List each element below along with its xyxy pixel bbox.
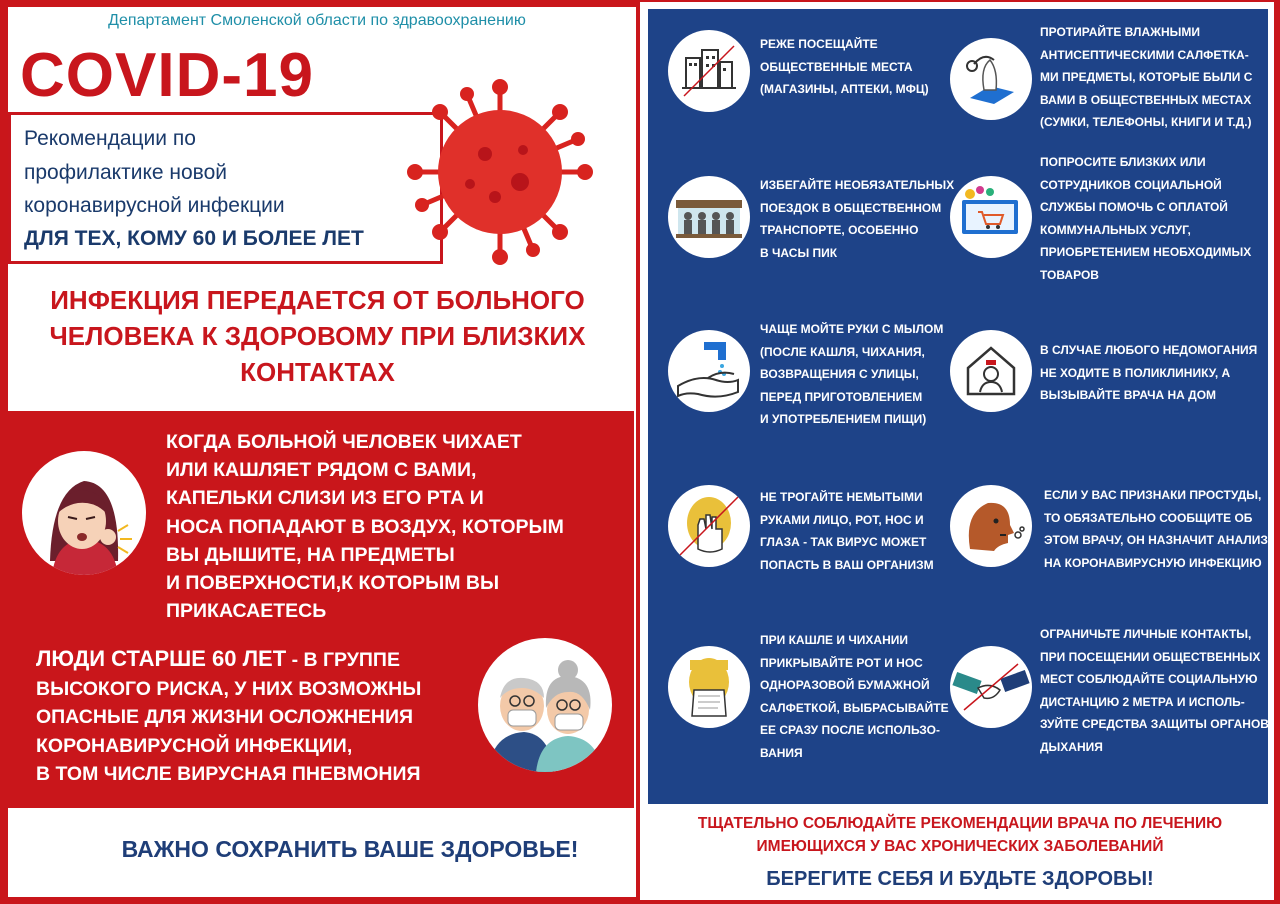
tip-line: ЭТОМ ВРАЧУ, ОН НАЗНАЧИТ АНАЛИЗ: [1044, 533, 1268, 547]
tip-line: В ЧАСЫ ПИК: [760, 245, 838, 260]
elderly-risk-line: КОРОНАВИРУСНОЙ ИНФЕКЦИИ,: [36, 734, 353, 757]
recommendations-line: коронавирусной инфекции: [24, 194, 285, 217]
elderly-risk-text: [36, 645, 481, 789]
elderly-risk-line: - В ГРУППЕ: [286, 649, 400, 671]
tip-line: ОБЩЕСТВЕННЫЕ МЕСТА: [760, 59, 913, 74]
tip-line: ПРИ ПОСЕЩЕНИИ ОБЩЕСТВЕННЫХ: [1040, 649, 1261, 664]
chronic-line: ТЩАТЕЛЬНО СОБЛЮДАЙТЕ РЕКОМЕНДАЦИИ ВРАЧА ПО ЛЕЧЕНИЮ: [697, 815, 1223, 832]
sneeze-line: ВЫ ДЫШИТЕ, НА ПРЕДМЕТЫ: [166, 543, 455, 566]
infection-line: КОНТАКТАХ: [240, 357, 395, 387]
sneeze-line: ПРИКАСАЕТЕСЬ: [166, 600, 327, 623]
sneezing-woman-icon: [22, 451, 146, 575]
tip-social-help: [1040, 151, 1251, 286]
cold-symptoms-icon: [950, 485, 1032, 567]
dont-touch-face-icon: [668, 485, 750, 567]
elderly-risk-line: ОПАСНЫЕ ДЛЯ ЖИЗНИ ОСЛОЖНЕНИЯ: [36, 706, 414, 728]
tip-line: САЛФЕТКОЙ, ВЫБРАСЫВАЙТЕ: [760, 700, 949, 715]
sneeze-line: КОГДА БОЛЬНОЙ ЧЕЛОВЕК ЧИХАЕТ: [166, 431, 522, 453]
tip-line: НЕ ТРОГАЙТЕ НЕМЫТЫМИ: [760, 490, 923, 504]
sneeze-line: И ПОВЕРХНОСТИ,К КОТОРЫМ ВЫ: [166, 572, 500, 595]
tip-line: ВАНИЯ: [760, 745, 803, 760]
public-transport-icon: [668, 176, 750, 258]
tip-cold-symptoms: [1044, 484, 1268, 574]
tip-line: ОГРАНИЧЬТЕ ЛИЧНЫЕ КОНТАКТЫ,: [1040, 627, 1252, 641]
tip-line: ДИСТАНЦИЮ 2 МЕТРА И ИСПОЛЬ-: [1040, 694, 1245, 709]
department-name: Департамент Смоленской области по здравоохранению: [108, 12, 526, 29]
elderly-risk-lead: ЛЮДИ СТАРШЕ 60 ЛЕТ: [36, 646, 287, 671]
tip-line: МИ ПРЕДМЕТЫ, КОТОРЫЕ БЫЛИ С: [1040, 70, 1253, 84]
public-places-icon: [668, 30, 750, 112]
chronic-disease-advice: [650, 812, 1270, 858]
elderly-couple-icon: [478, 638, 612, 772]
tip-hand-washing: [760, 318, 943, 431]
tip-line: ЧАЩЕ МОЙТЕ РУКИ С МЫЛОМ: [760, 322, 944, 336]
sneeze-line: ИЛИ КАШЛЯЕТ РЯДОМ С ВАМИ,: [166, 459, 477, 482]
infection-warning: [20, 282, 615, 390]
tip-line: ДЫХАНИЯ: [1040, 739, 1103, 754]
tip-line: И УПОТРЕБЛЕНИЕМ ПИЩИ): [760, 412, 927, 426]
sneeze-line: НОСА ПОПАДАЮТ В ВОЗДУХ, КОТОРЫМ: [166, 515, 564, 538]
tip-social-distance: [1040, 623, 1269, 758]
tip-line: В СЛУЧАЕ ЛЮБОГО НЕДОМОГАНИЯ: [1040, 343, 1258, 357]
tip-line: ТОВАРОВ: [1040, 267, 1099, 282]
elderly-risk-line: ВЫСОКОГО РИСКА, У НИХ ВОЗМОЖНЫ: [36, 677, 422, 700]
elderly-risk-line: В ТОМ ЧИСЛЕ ВИРУСНАЯ ПНЕВМОНИЯ: [36, 763, 421, 785]
tip-public-transport: [760, 174, 954, 264]
tip-line: НЕ ХОДИТЕ В ПОЛИКЛИНИКУ, А: [1040, 365, 1231, 380]
tip-line: ГЛАЗА - ТАК ВИРУС МОЖЕТ: [760, 535, 927, 549]
tip-line: (МАГАЗИНЫ, АПТЕКИ, МФЦ): [760, 82, 929, 96]
tip-line: ПЕРЕД ПРИГОТОВЛЕНИЕМ: [760, 389, 923, 404]
covid-title: COVID-19: [20, 41, 314, 110]
infection-line: ИНФЕКЦИЯ ПЕРЕДАЕТСЯ ОТ БОЛЬНОГО: [50, 285, 585, 315]
chronic-line: ИМЕЮЩИХСЯ У ВАС ХРОНИЧЕСКИХ ЗАБОЛЕВАНИЙ: [756, 838, 1164, 855]
tip-line: РЕЖЕ ПОСЕЩАЙТЕ: [760, 37, 878, 51]
tip-line: ВОЗВРАЩЕНИЯ С УЛИЦЫ,: [760, 367, 919, 381]
tip-line: РУКАМИ ЛИЦО, РОТ, НОС И: [760, 512, 924, 527]
tip-line: ПОПАСТЬ В ВАШ ОРГАНИЗМ: [760, 557, 934, 572]
doctor-home-visit-icon: [950, 330, 1032, 412]
tip-line: ЗУЙТЕ СРЕДСТВА ЗАЩИТЫ ОРГАНОВ: [1040, 717, 1269, 731]
tip-line: НА КОРОНАВИРУСНУЮ ИНФЕКЦИЮ: [1044, 555, 1262, 570]
tip-line: СОТРУДНИКОВ СОЦИАЛЬНОЙ: [1040, 177, 1222, 192]
tip-line: ВАМИ В ОБЩЕСТВЕННЫХ МЕСТАХ: [1040, 92, 1252, 107]
sneeze-explanation: [166, 428, 621, 625]
tip-line: ПРИОБРЕТЕНИЕМ НЕОБХОДИМЫХ: [1040, 245, 1252, 259]
tip-line: ИЗБЕГАЙТЕ НЕОБЯЗАТЕЛЬНЫХ: [760, 178, 955, 192]
recommendations-line: Рекомендации по: [24, 127, 196, 150]
tip-line: МЕСТ СОБЛЮДАЙТЕ СОЦИАЛЬНУЮ: [1040, 672, 1258, 686]
tip-antiseptic-wipes: [1040, 21, 1252, 134]
tip-line: ТО ОБЯЗАТЕЛЬНО СООБЩИТЕ ОБ: [1044, 510, 1253, 525]
tip-line: ЕСЛИ У ВАС ПРИЗНАКИ ПРОСТУДЫ,: [1044, 488, 1262, 502]
tip-line: ПРОТИРАЙТЕ ВЛАЖНЫМИ: [1040, 25, 1201, 39]
tip-line: СЛУЖБЫ ПОМОЧЬ С ОПЛАТОЙ: [1040, 200, 1228, 214]
tip-line: КОММУНАЛЬНЫХ УСЛУГ,: [1040, 222, 1191, 237]
tip-doctor-home: [1040, 339, 1257, 407]
tip-line: ЕЕ СРАЗУ ПОСЛЕ ИСПОЛЬЗО-: [760, 723, 940, 737]
closing-slogan: БЕРЕГИТЕ СЕБЯ И БУДЬТЕ ЗДОРОВЫ!: [766, 868, 1154, 890]
no-handshake-icon: [950, 646, 1032, 728]
tip-line: ВЫЗЫВАЙТЕ ВРАЧА НА ДОМ: [1040, 388, 1217, 402]
tip-line: (ПОСЛЕ КАШЛЯ, ЧИХАНИЯ,: [760, 344, 925, 359]
infection-line: ЧЕЛОВЕКА К ЗДОРОВОМУ ПРИ БЛИЗКИХ: [49, 321, 586, 351]
tip-public-places: [760, 33, 929, 101]
tip-line: (СУМКИ, ТЕЛЕФОНЫ, КНИГИ И Т.Д.): [1040, 115, 1252, 129]
tip-line: ТРАНСПОРТЕ, ОСОБЕННО: [760, 223, 919, 237]
hand-washing-icon: [668, 330, 750, 412]
target-age-line: ДЛЯ ТЕХ, КОМУ 60 И БОЛЕЕ ЛЕТ: [24, 227, 364, 250]
tip-dont-touch-face: [760, 486, 934, 576]
antiseptic-wipes-icon: [950, 38, 1032, 120]
tip-line: АНТИСЕПТИЧЕСКИМИ САЛФЕТКА-: [1040, 47, 1249, 62]
tip-line: ПОПРОСИТЕ БЛИЗКИХ ИЛИ: [1040, 155, 1206, 169]
virus-icon: [395, 72, 605, 272]
recommendations-line: профилактике новой: [24, 161, 227, 184]
online-shopping-icon: [950, 176, 1032, 258]
cover-cough-icon: [668, 646, 750, 728]
tip-cover-cough: [760, 629, 949, 764]
sneeze-line: КАПЕЛЬКИ СЛИЗИ ИЗ ЕГО РТА И: [166, 487, 484, 510]
tip-line: ПРИКРЫВАЙТЕ РОТ И НОС: [760, 655, 923, 670]
tip-line: ПОЕЗДОК В ОБЩЕСТВЕННОМ: [760, 200, 942, 215]
health-slogan: ВАЖНО СОХРАНИТЬ ВАШЕ ЗДОРОВЬЕ!: [121, 836, 579, 862]
tip-line: ОДНОРАЗОВОЙ БУМАЖНОЙ: [760, 678, 930, 692]
tip-line: ПРИ КАШЛЕ И ЧИХАНИИ: [760, 633, 908, 647]
